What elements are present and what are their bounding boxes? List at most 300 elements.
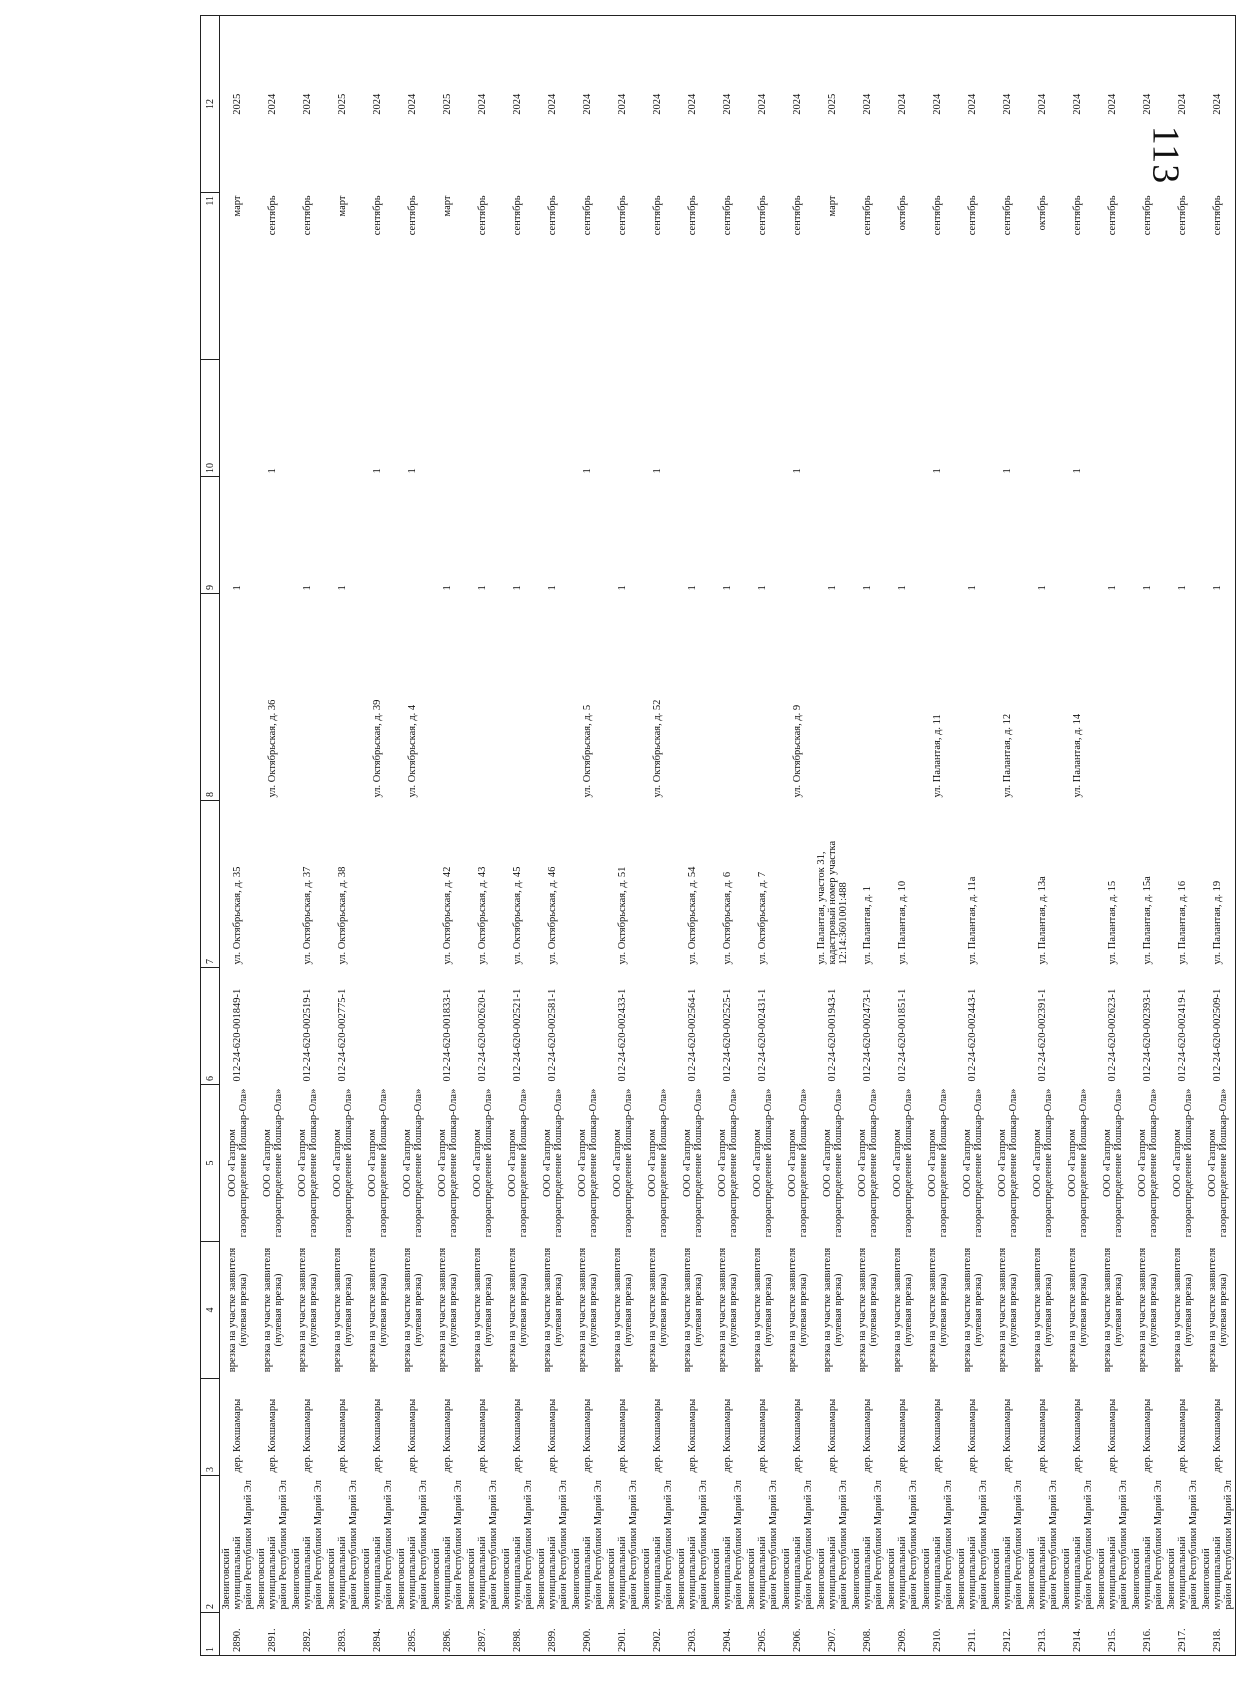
work-type-cell: врезка на участке заявителя (нулевая врезка) bbox=[366, 1247, 389, 1373]
table-row bbox=[1165, 16, 1200, 1656]
count-alt-cell: 1 bbox=[932, 468, 943, 474]
application-code-cell: 012-24-620-002581-1 bbox=[547, 988, 558, 1082]
row-number: 2915. bbox=[1095, 1613, 1130, 1656]
count-alt-cell bbox=[535, 360, 570, 477]
count-alt-cell bbox=[220, 360, 256, 477]
organization-cell: ООО «Газпром газораспределение Йошкар-Ола» bbox=[681, 1088, 704, 1238]
application-code-cell bbox=[780, 968, 815, 1085]
organization-cell: ООО «Газпром газораспределение Йошкар-Ола» bbox=[366, 1088, 389, 1238]
address-alt-cell: ул. Палантая, д. 11 bbox=[932, 714, 943, 798]
organization-cell: ООО «Газпром газораспределение Йошкар-Ола» bbox=[1171, 1088, 1194, 1238]
month-cell: сентябрь bbox=[1107, 195, 1118, 236]
work-type-cell: врезка на участке заявителя (нулевая врезка) bbox=[786, 1247, 809, 1373]
year-cell: 2024 bbox=[990, 16, 1025, 193]
count-cell: 1 bbox=[862, 585, 873, 591]
row-number: 2899. bbox=[535, 1613, 570, 1656]
table-row bbox=[255, 16, 290, 1656]
year-cell: 2024 bbox=[605, 16, 640, 193]
organization-cell: ООО «Газпром газораспределение Йошкар-Ола» bbox=[331, 1088, 354, 1238]
district-cell: Звениговский муниципальный район Республики Марий Эл bbox=[1131, 1480, 1164, 1610]
settlement-cell: дер. Кокшамары bbox=[337, 1398, 348, 1473]
month-cell: сентябрь bbox=[687, 195, 698, 236]
district-cell: Звениговский муниципальный район Республики Марий Эл bbox=[851, 1480, 884, 1610]
address-cell: ул. Палантая, д. 1 bbox=[862, 886, 873, 965]
address-cell: ул. Октябрьская, д. 43 bbox=[477, 866, 488, 965]
district-cell: Звениговский муниципальный район Республики Марий Эл bbox=[291, 1480, 324, 1610]
address-alt-cell bbox=[430, 594, 465, 801]
organization-cell: ООО «Газпром газораспределение Йошкар-Ола» bbox=[751, 1088, 774, 1238]
district-cell: Звениговский муниципальный район Республики Марий Эл bbox=[606, 1480, 639, 1610]
application-code-cell: 012-24-620-002620-1 bbox=[477, 988, 488, 1082]
work-type-cell: врезка на участке заявителя (нулевая врезка) bbox=[961, 1247, 984, 1373]
table-row bbox=[1095, 16, 1130, 1656]
year-cell: 2024 bbox=[395, 16, 430, 193]
address-cell: ул. Палантая, д. 15а bbox=[1142, 876, 1153, 965]
district-cell: Звениговский муниципальный район Республики Марий Эл bbox=[676, 1480, 709, 1610]
work-type-cell: врезка на участке заявителя (нулевая врезка) bbox=[751, 1247, 774, 1373]
organization-cell: ООО «Газпром газораспределение Йошкар-Ола» bbox=[1066, 1088, 1089, 1238]
column-header: 6 bbox=[201, 968, 220, 1085]
row-number: 2906. bbox=[780, 1613, 815, 1656]
page-number: 113 bbox=[1144, 125, 1187, 185]
count-cell bbox=[255, 477, 290, 594]
district-cell: Звениговский муниципальный район Республики Марий Эл bbox=[361, 1480, 394, 1610]
count-alt-cell: 1 bbox=[1072, 468, 1083, 474]
month-cell: сентябрь bbox=[757, 195, 768, 236]
table-body bbox=[220, 16, 1236, 1656]
settlement-cell: дер. Кокшамары bbox=[897, 1398, 908, 1473]
work-type-cell: врезка на участке заявителя (нулевая врезка) bbox=[436, 1247, 459, 1373]
work-type-cell: врезка на участке заявителя (нулевая врезка) bbox=[1136, 1247, 1159, 1373]
work-type-cell: врезка на участке заявителя (нулевая врезка) bbox=[1101, 1247, 1124, 1373]
row-number: 2905. bbox=[745, 1613, 780, 1656]
count-alt-cell bbox=[850, 360, 885, 477]
table-row bbox=[1130, 16, 1165, 1656]
address-cell bbox=[570, 801, 605, 968]
settlement-cell: дер. Кокшамары bbox=[1002, 1398, 1013, 1473]
count-cell: 1 bbox=[897, 585, 908, 591]
count-cell: 1 bbox=[232, 585, 243, 591]
application-code-cell: 012-24-620-002525-1 bbox=[722, 988, 733, 1082]
organization-cell: ООО «Газпром газораспределение Йошкар-Ола» bbox=[436, 1088, 459, 1238]
organization-cell: ООО «Газпром газораспределение Йошкар-Ола» bbox=[541, 1088, 564, 1238]
application-code-cell: 012-24-620-002564-1 bbox=[687, 988, 698, 1082]
settlement-cell: дер. Кокшамары bbox=[232, 1398, 243, 1473]
column-number-row bbox=[201, 16, 220, 1656]
address-alt-cell bbox=[535, 594, 570, 801]
row-number: 2894. bbox=[360, 1613, 395, 1656]
work-type-cell: врезка на участке заявителя (нулевая врезка) bbox=[1031, 1247, 1054, 1373]
application-code-cell: 012-24-620-002473-1 bbox=[862, 988, 873, 1082]
address-alt-cell bbox=[605, 594, 640, 801]
count-cell: 1 bbox=[337, 585, 348, 591]
application-code-cell bbox=[395, 968, 430, 1085]
district-cell: Звениговский муниципальный район Республики Марий Эл bbox=[921, 1480, 954, 1610]
count-cell: 1 bbox=[1200, 477, 1236, 594]
address-cell: ул. Палантая, д. 15 bbox=[1107, 880, 1118, 965]
district-cell: Звениговский муниципальный район Республики Марий Эл bbox=[466, 1480, 499, 1610]
month-cell: сентябрь bbox=[792, 195, 803, 236]
table-row bbox=[395, 16, 430, 1656]
table-row bbox=[955, 16, 990, 1656]
month-cell: сентябрь bbox=[407, 195, 418, 236]
address-alt-cell bbox=[290, 594, 325, 801]
application-code-cell bbox=[920, 968, 955, 1085]
row-number: 2916. bbox=[1130, 1613, 1165, 1656]
district-cell: Звениговский муниципальный район Республики Марий Эл bbox=[816, 1480, 849, 1610]
month-cell: сентябрь bbox=[1142, 195, 1153, 236]
settlement-cell: дер. Кокшамары bbox=[407, 1398, 418, 1473]
year-cell: 2024 bbox=[920, 16, 955, 193]
year-cell: 2024 bbox=[780, 16, 815, 193]
address-cell: ул. Октябрьская, д. 42 bbox=[442, 866, 453, 965]
settlement-cell: дер. Кокшамары bbox=[617, 1398, 628, 1473]
count-cell: 1 bbox=[1037, 585, 1048, 591]
year-cell: 2024 bbox=[955, 16, 990, 193]
application-code-cell bbox=[990, 968, 1025, 1085]
application-code-cell bbox=[640, 968, 675, 1085]
row-number: 2897. bbox=[465, 1613, 500, 1656]
row-number: 2900. bbox=[570, 1613, 605, 1656]
address-alt-cell: ул. Октябрьская, д. 52 bbox=[652, 699, 663, 798]
count-cell bbox=[780, 477, 815, 594]
organization-cell: ООО «Газпром газораспределение Йошкар-Ола» bbox=[226, 1088, 249, 1238]
column-header: 9 bbox=[201, 477, 220, 594]
address-cell: ул. Октябрьская, д. 54 bbox=[687, 866, 698, 965]
address-alt-cell bbox=[1025, 594, 1060, 801]
address-cell: ул. Палантая, участок 31, кадастровый номер участка 12:14:3601001:488 bbox=[816, 840, 849, 965]
settlement-cell: дер. Кокшамары bbox=[1037, 1398, 1048, 1473]
column-header: 4 bbox=[201, 1242, 220, 1379]
work-type-cell: врезка на участке заявителя (нулевая врезка) bbox=[646, 1247, 669, 1373]
table-row bbox=[745, 16, 780, 1656]
table-row bbox=[465, 16, 500, 1656]
count-alt-cell: 1 bbox=[652, 468, 663, 474]
address-cell bbox=[255, 801, 290, 968]
address-cell bbox=[780, 801, 815, 968]
year-cell: 2024 bbox=[570, 16, 605, 193]
month-cell: сентябрь bbox=[1200, 193, 1236, 360]
count-alt-cell bbox=[430, 360, 465, 477]
settlement-cell: дер. Кокшамары bbox=[1177, 1398, 1188, 1473]
district-cell: Звениговский муниципальный район Республики Марий Эл bbox=[956, 1480, 989, 1610]
district-cell: Звениговский муниципальный район Республики Марий Эл bbox=[221, 1480, 254, 1610]
district-cell: Звениговский муниципальный район Республики Марий Эл bbox=[1166, 1480, 1199, 1610]
table-row bbox=[1060, 16, 1095, 1656]
settlement-cell: дер. Кокшамары bbox=[302, 1398, 313, 1473]
work-type-cell: врезка на участке заявителя (нулевая врезка) bbox=[1200, 1242, 1236, 1379]
work-type-cell: врезка на участке заявителя (нулевая врезка) bbox=[1066, 1247, 1089, 1373]
year-cell: 2024 bbox=[500, 16, 535, 193]
address-cell bbox=[360, 801, 395, 968]
address-cell: ул. Октябрьская, д. 35 bbox=[232, 866, 243, 965]
year-cell: 2024 bbox=[1060, 16, 1095, 193]
column-header: 8 bbox=[201, 594, 220, 801]
year-cell: 2024 bbox=[255, 16, 290, 193]
row-number: 2913. bbox=[1025, 1613, 1060, 1656]
settlement-cell: дер. Кокшамары bbox=[1107, 1398, 1118, 1473]
row-number: 2890. bbox=[220, 1613, 256, 1656]
month-cell: сентябрь bbox=[582, 195, 593, 236]
count-alt-cell: 1 bbox=[1002, 468, 1013, 474]
work-type-cell: врезка на участке заявителя (нулевая врезка) bbox=[296, 1247, 319, 1373]
row-number: 2904. bbox=[710, 1613, 745, 1656]
application-code-cell bbox=[570, 968, 605, 1085]
settlement-cell: дер. Кокшамары bbox=[932, 1398, 943, 1473]
year-cell: 2025 bbox=[815, 16, 850, 193]
count-cell: 1 bbox=[827, 585, 838, 591]
work-type-cell: врезка на участке заявителя (нулевая врезка) bbox=[926, 1247, 949, 1373]
year-cell: 2024 bbox=[465, 16, 500, 193]
application-code-cell: 012-24-620-001943-1 bbox=[827, 988, 838, 1082]
work-type-cell: врезка на участке заявителя (нулевая врезка) bbox=[331, 1247, 354, 1373]
address-cell: ул. Палантая, д. 10 bbox=[897, 880, 908, 965]
settlement-cell: дер. Кокшамары bbox=[757, 1398, 768, 1473]
column-header: 7 bbox=[201, 801, 220, 968]
year-cell: 2024 bbox=[675, 16, 710, 193]
count-alt-cell bbox=[605, 360, 640, 477]
organization-cell: ООО «Газпром газораспределение Йошкар-Ола» bbox=[856, 1088, 879, 1238]
application-code-cell: 012-24-620-002391-1 bbox=[1037, 988, 1048, 1082]
address-cell bbox=[990, 801, 1025, 968]
settlement-cell: дер. Кокшамары bbox=[722, 1398, 733, 1473]
table-row bbox=[640, 16, 675, 1656]
month-cell: октябрь bbox=[1037, 195, 1048, 231]
address-alt-cell bbox=[1130, 594, 1165, 801]
application-code-cell: 012-24-620-002775-1 bbox=[337, 988, 348, 1082]
year-cell: 2024 bbox=[745, 16, 780, 193]
table-row bbox=[780, 16, 815, 1656]
work-type-cell: врезка на участке заявителя (нулевая врезка) bbox=[261, 1247, 284, 1373]
organization-cell: ООО «Газпром газораспределение Йошкар-Ола» bbox=[646, 1088, 669, 1238]
table-row bbox=[675, 16, 710, 1656]
row-number: 2918. bbox=[1200, 1613, 1236, 1656]
address-alt-cell bbox=[325, 594, 360, 801]
count-alt-cell bbox=[1200, 360, 1236, 477]
work-type-cell: врезка на участке заявителя (нулевая врезка) bbox=[541, 1247, 564, 1373]
count-alt-cell bbox=[290, 360, 325, 477]
table-row bbox=[1200, 16, 1236, 1656]
count-alt-cell bbox=[955, 360, 990, 477]
month-cell: сентябрь bbox=[512, 195, 523, 236]
application-code-cell bbox=[255, 968, 290, 1085]
year-cell: 2024 bbox=[1200, 16, 1236, 193]
district-cell: Звениговский муниципальный район Республики Марий Эл bbox=[256, 1480, 289, 1610]
district-cell: Звениговский муниципальный район Республики Марий Эл bbox=[746, 1480, 779, 1610]
count-alt-cell: 1 bbox=[582, 468, 593, 474]
count-alt-cell: 1 bbox=[407, 468, 418, 474]
year-cell: 2024 bbox=[1025, 16, 1060, 193]
month-cell: октябрь bbox=[897, 195, 908, 231]
application-code-cell: 012-24-620-002623-1 bbox=[1107, 988, 1118, 1082]
address-cell: ул. Октябрьская, д. 46 bbox=[547, 866, 558, 965]
district-cell: Звениговский муниципальный район Республики Марий Эл bbox=[536, 1480, 569, 1610]
count-alt-cell: 1 bbox=[372, 468, 383, 474]
count-alt-cell bbox=[1130, 360, 1165, 477]
application-code-cell: 012-24-620-002443-1 bbox=[967, 988, 978, 1082]
organization-cell: ООО «Газпром газораспределение Йошкар-Ола» bbox=[821, 1088, 844, 1238]
work-type-cell: врезка на участке заявителя (нулевая врезка) bbox=[471, 1247, 494, 1373]
work-type-cell: врезка на участке заявителя (нулевая врезка) bbox=[401, 1247, 424, 1373]
address-cell: ул. Палантая, д. 11а bbox=[967, 876, 978, 965]
application-code-cell bbox=[1060, 968, 1095, 1085]
address-alt-cell bbox=[675, 594, 710, 801]
application-code-cell: 012-24-620-002393-1 bbox=[1142, 988, 1153, 1082]
district-cell: Звениговский муниципальный район Республики Марий Эл bbox=[396, 1480, 429, 1610]
application-code-cell: 012-24-620-001849-1 bbox=[232, 988, 243, 1082]
month-cell: март bbox=[337, 195, 348, 217]
year-cell: 2024 bbox=[710, 16, 745, 193]
row-number: 2901. bbox=[605, 1613, 640, 1656]
row-number: 2893. bbox=[325, 1613, 360, 1656]
year-cell: 2024 bbox=[290, 16, 325, 193]
month-cell: март bbox=[442, 195, 453, 217]
application-code-cell: 012-24-620-002419-1 bbox=[1177, 988, 1188, 1082]
address-cell bbox=[1060, 801, 1095, 968]
month-cell: сентябрь bbox=[722, 195, 733, 236]
month-cell: сентябрь bbox=[547, 195, 558, 236]
work-type-cell: врезка на участке заявителя (нулевая врезка) bbox=[996, 1247, 1019, 1373]
settlement-cell: дер. Кокшамары bbox=[582, 1398, 593, 1473]
count-cell: 1 bbox=[1142, 585, 1153, 591]
settlement-cell: дер. Кокшамары bbox=[1072, 1398, 1083, 1473]
column-header: 11 bbox=[201, 193, 220, 360]
table-row bbox=[1025, 16, 1060, 1656]
settlement-cell: дер. Кокшамары bbox=[512, 1398, 523, 1473]
address-alt-cell bbox=[955, 594, 990, 801]
year-cell: 2024 bbox=[850, 16, 885, 193]
organization-cell: ООО «Газпром газораспределение Йошкар-Ола» bbox=[1031, 1088, 1054, 1238]
settlement-cell: дер. Кокшамары bbox=[267, 1398, 278, 1473]
month-cell: сентябрь bbox=[1177, 195, 1188, 236]
table-row bbox=[990, 16, 1025, 1656]
application-code-cell: 012-24-620-002509-1 bbox=[1200, 968, 1236, 1085]
district-cell: Звениговский муниципальный район Республики Марий Эл bbox=[501, 1480, 534, 1610]
row-number: 2891. bbox=[255, 1613, 290, 1656]
month-cell: сентябрь bbox=[1072, 195, 1083, 236]
count-cell: 1 bbox=[1177, 585, 1188, 591]
row-number: 2914. bbox=[1060, 1613, 1095, 1656]
count-cell bbox=[1060, 477, 1095, 594]
gasification-table bbox=[200, 15, 1236, 1656]
address-alt-cell bbox=[850, 594, 885, 801]
row-number: 2898. bbox=[500, 1613, 535, 1656]
work-type-cell: врезка на участке заявителя (нулевая врезка) bbox=[681, 1247, 704, 1373]
column-header: 12 bbox=[201, 16, 220, 193]
address-alt-cell bbox=[710, 594, 745, 801]
settlement-cell: дер. Кокшамары bbox=[477, 1398, 488, 1473]
application-code-cell: 012-24-620-002433-1 bbox=[617, 988, 628, 1082]
count-alt-cell bbox=[675, 360, 710, 477]
district-cell: Звениговский муниципальный район Республики Марий Эл bbox=[1096, 1480, 1129, 1610]
work-type-cell: врезка на участке заявителя (нулевая врезка) bbox=[856, 1247, 879, 1373]
work-type-cell: врезка на участке заявителя (нулевая врезка) bbox=[506, 1247, 529, 1373]
year-cell: 2025 bbox=[325, 16, 360, 193]
settlement-cell: дер. Кокшамары bbox=[862, 1398, 873, 1473]
month-cell: сентябрь bbox=[302, 195, 313, 236]
address-alt-cell bbox=[465, 594, 500, 801]
organization-cell: ООО «Газпром газораспределение Йошкар-Ола» bbox=[1200, 1085, 1236, 1242]
organization-cell: ООО «Газпром газораспределение Йошкар-Ола» bbox=[506, 1088, 529, 1238]
district-cell: Звениговский муниципальный район Республики Марий Эл bbox=[781, 1480, 814, 1610]
year-cell: 2025 bbox=[220, 16, 256, 193]
month-cell: сентябрь bbox=[1002, 195, 1013, 236]
address-alt-cell: ул. Палантая, д. 14 bbox=[1072, 713, 1083, 798]
address-alt-cell bbox=[885, 594, 920, 801]
count-cell bbox=[360, 477, 395, 594]
row-number: 2909. bbox=[885, 1613, 920, 1656]
address-alt-cell: ул. Октябрьская, д. 9 bbox=[792, 704, 803, 798]
district-cell: Звениговский муниципальный район Республики Марий Эл bbox=[326, 1480, 359, 1610]
count-alt-cell bbox=[500, 360, 535, 477]
month-cell: март bbox=[827, 195, 838, 217]
count-cell: 1 bbox=[547, 585, 558, 591]
count-cell: 1 bbox=[757, 585, 768, 591]
count-alt-cell bbox=[325, 360, 360, 477]
settlement-cell: дер. Кокшамары bbox=[652, 1398, 663, 1473]
organization-cell: ООО «Газпром газораспределение Йошкар-Ола» bbox=[1101, 1088, 1124, 1238]
column-header: 10 bbox=[201, 360, 220, 477]
address-alt-cell: ул. Октябрьская, д. 39 bbox=[372, 699, 383, 798]
count-alt-cell bbox=[885, 360, 920, 477]
count-cell: 1 bbox=[687, 585, 698, 591]
count-cell: 1 bbox=[302, 585, 313, 591]
table-row bbox=[570, 16, 605, 1656]
year-cell: 2024 bbox=[1130, 16, 1165, 193]
address-alt-cell bbox=[220, 594, 256, 801]
year-cell: 2024 bbox=[640, 16, 675, 193]
settlement-cell: дер. Кокшамары bbox=[792, 1398, 803, 1473]
address-alt-cell bbox=[500, 594, 535, 801]
settlement-cell: дер. Кокшамары bbox=[1142, 1398, 1153, 1473]
district-cell: Звениговский муниципальный район Республики Марий Эл bbox=[1061, 1480, 1094, 1610]
organization-cell: ООО «Газпром газораспределение Йошкар-Ола» bbox=[296, 1088, 319, 1238]
application-code-cell: 012-24-620-002519-1 bbox=[302, 988, 313, 1082]
table-row bbox=[920, 16, 955, 1656]
count-cell: 1 bbox=[967, 585, 978, 591]
month-cell: сентябрь bbox=[617, 195, 628, 236]
work-type-cell: врезка на участке заявителя (нулевая врезка) bbox=[226, 1247, 249, 1373]
settlement-cell: дер. Кокшамары bbox=[547, 1398, 558, 1473]
address-alt-cell bbox=[1165, 594, 1200, 801]
count-cell bbox=[920, 477, 955, 594]
count-cell: 1 bbox=[442, 585, 453, 591]
row-number: 2910. bbox=[920, 1613, 955, 1656]
address-cell: ул. Палантая, д. 13а bbox=[1037, 876, 1048, 965]
address-cell bbox=[640, 801, 675, 968]
table-row bbox=[535, 16, 570, 1656]
address-cell: ул. Октябрьская, д. 7 bbox=[757, 871, 768, 965]
district-cell: Звениговский муниципальный район Республики Марий Эл bbox=[711, 1480, 744, 1610]
row-number: 2917. bbox=[1165, 1613, 1200, 1656]
count-alt-cell bbox=[1095, 360, 1130, 477]
work-type-cell: врезка на участке заявителя (нулевая врезка) bbox=[891, 1247, 914, 1373]
count-cell: 1 bbox=[617, 585, 628, 591]
count-cell bbox=[990, 477, 1025, 594]
organization-cell: ООО «Газпром газораспределение Йошкар-Ола» bbox=[1136, 1088, 1159, 1238]
month-cell: март bbox=[232, 195, 243, 217]
table-row bbox=[500, 16, 535, 1656]
rotated-table-wrapper bbox=[200, 93, 1234, 1656]
organization-cell: ООО «Газпром газораспределение Йошкар-Ола» bbox=[996, 1088, 1019, 1238]
count-alt-cell bbox=[465, 360, 500, 477]
work-type-cell: врезка на участке заявителя (нулевая врезка) bbox=[576, 1247, 599, 1373]
row-number: 2896. bbox=[430, 1613, 465, 1656]
count-alt-cell bbox=[1165, 360, 1200, 477]
row-number: 2907. bbox=[815, 1613, 850, 1656]
count-cell: 1 bbox=[477, 585, 488, 591]
column-header: 2 bbox=[201, 1476, 220, 1613]
